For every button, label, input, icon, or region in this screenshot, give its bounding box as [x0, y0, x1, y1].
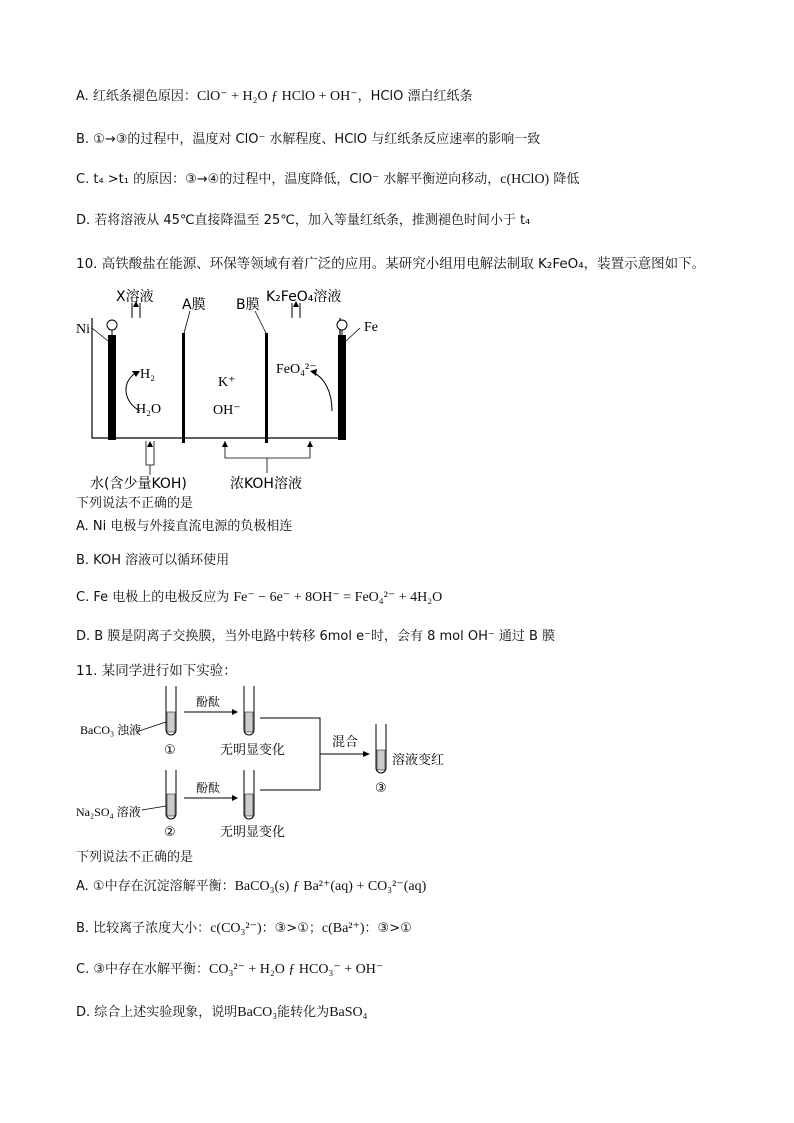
- ni-label: Ni: [76, 322, 90, 337]
- q9-option-c: [76, 171, 579, 189]
- q9-option-c-text: C. t₄ >t₁ 的原因：③→④的过程中，温度降低，ClO⁻ 水解平衡逆向移动，: [76, 172, 501, 187]
- q11-stem: 11. 某同学进行如下实验：: [76, 663, 237, 679]
- q11-option-b: [76, 920, 412, 938]
- no-change-label-2: 无明显变化: [220, 825, 286, 840]
- q11-question: 下列说法不正确的是: [76, 850, 194, 865]
- na2so4-label: Na₂SO₄ 溶液: [76, 805, 141, 819]
- q11-option-b-end: ：③>①: [364, 921, 412, 936]
- number-2: ②: [164, 825, 176, 840]
- a-membrane: [182, 333, 185, 443]
- baco3-label: BaCO₃ 浊液: [80, 723, 142, 737]
- b-membrane-label: B膜: [236, 297, 260, 313]
- ni-electrode: [108, 335, 116, 440]
- q10-stem: 10. 高铁酸盐在能源、环保等领域有着广泛的应用。某研究小组用电解法制取 K₂FeO₄，装置示意图如下。: [76, 256, 706, 272]
- q10-option-b: B. KOH 溶液可以循环使用: [76, 553, 230, 568]
- h2-label: H₂: [140, 367, 155, 382]
- koh-inlet-label: 浓KOH溶液: [230, 476, 302, 492]
- q9-option-c-suffix: 降低: [549, 172, 580, 187]
- k-plus-label: K⁺: [218, 375, 236, 390]
- a-membrane-label: A膜: [182, 297, 206, 313]
- q9-option-d: D. 若将溶液从 45℃直接降温至 25℃，加入等量红纸条，推测褪色时间小于 t₄: [76, 213, 531, 228]
- fe-label: Fe: [364, 320, 378, 335]
- q11-option-b-formula-1: c(CO₃²⁻): [210, 921, 262, 936]
- mix-label: 混合: [332, 735, 359, 750]
- q10-option-d: D. B 膜是阴离子交换膜，当外电路中转移 6mol e⁻时，会有 8 mol OH⁻ 通过 B 膜: [76, 629, 556, 644]
- q11-option-c-formula: CO₃²⁻ + H₂O ƒ HCO₃⁻ + OH⁻: [209, 962, 384, 977]
- q11-option-d-formula-1: BaCO₃: [237, 1005, 278, 1020]
- koh-inlet: [225, 441, 310, 458]
- fe-terminal: [337, 320, 347, 330]
- cell-outline: [92, 318, 340, 438]
- fe-electrode: [338, 335, 346, 440]
- q11-option-b-text: B. 比较离子浓度大小：: [76, 921, 211, 936]
- x-solution-label: X溶液: [116, 289, 154, 305]
- q11-option-a-text: A. ①中存在沉淀溶解平衡：: [76, 879, 235, 894]
- q10-option-c-text: C. Fe 电极上的电极反应为: [76, 590, 234, 605]
- q9-option-c-formula: c(HClO): [500, 172, 550, 187]
- oh-minus-label: OH⁻: [213, 403, 241, 418]
- q10-option-c-formula: Fe⁻ − 6e⁻ + 8OH⁻ = FeO₄²⁻ + 4H₂O: [233, 590, 443, 605]
- q9-option-a-suffix: ，HClO 漂白红纸条: [357, 89, 473, 104]
- q9-option-a-formula: ClO⁻ + H₂O ƒ HClO + OH⁻: [196, 89, 358, 104]
- q10-question: 下列说法不正确的是: [76, 496, 194, 511]
- q11-option-c-text: C. ③中存在水解平衡：: [76, 962, 209, 977]
- number-1: ①: [164, 743, 176, 758]
- q11-option-d-formula-2: BaSO₄: [329, 1005, 368, 1020]
- no-change-label-1: 无明显变化: [220, 743, 286, 758]
- h2o-label: H₂O: [136, 402, 162, 417]
- turn-red-label: 溶液变红: [392, 753, 445, 768]
- q9-option-b: B. ①→③的过程中，温度对 ClO⁻ 水解程度、HClO 与红纸条反应速率的影响一致: [76, 132, 541, 147]
- q11-option-a-formula: BaCO₃(s) ƒ Ba²⁺(aq) + CO₃²⁻(aq): [234, 879, 427, 894]
- ni-terminal: [107, 320, 117, 330]
- feo4-label: FeO₄²⁻: [276, 362, 317, 377]
- q11-option-d-mid: 能转化为: [277, 1005, 330, 1020]
- q9-option-a-text: A. 红纸条褪色原因：: [76, 89, 197, 104]
- q11-option-d-text: D. 综合上述实验现象，说明: [76, 1005, 238, 1020]
- number-3: ③: [375, 781, 387, 796]
- phenol-label-2: 酚酞: [196, 781, 221, 795]
- experiment-diagram: [76, 682, 476, 842]
- feo4-arrow: [314, 373, 332, 411]
- q11-option-c: [76, 961, 383, 979]
- electrolysis-diagram: [70, 283, 390, 493]
- k2feo4-solution-label: K₂FeO₄溶液: [266, 289, 342, 305]
- b-membrane: [265, 333, 268, 443]
- phenol-label-1: 酚酞: [196, 695, 221, 709]
- q11-option-d: [76, 1004, 368, 1022]
- water-inlet-label: 水(含少量KOH): [90, 476, 187, 492]
- q11-option-a: [76, 878, 426, 896]
- q10-option-a: A. Ni 电极与外接直流电源的负极相连: [76, 519, 293, 534]
- q11-option-b-formula-2: c(Ba²⁺): [321, 921, 365, 936]
- q9-option-a: [76, 88, 472, 106]
- q11-option-b-mid: ：③>①；: [261, 921, 322, 936]
- q10-option-c: [76, 589, 442, 607]
